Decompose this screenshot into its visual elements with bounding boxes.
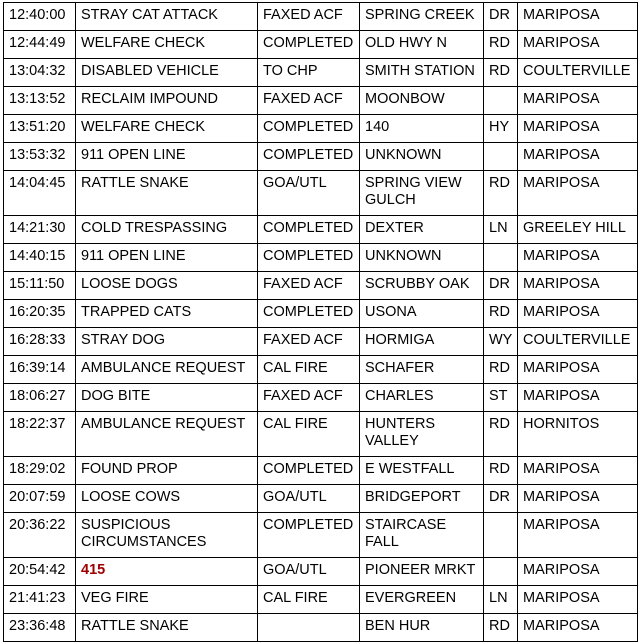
cell-incident: AMBULANCE REQUEST — [76, 356, 258, 384]
cell-suffix: RD — [484, 356, 518, 384]
cell-street: SPRING CREEK — [360, 3, 484, 31]
cell-disposition: GOA/UTL — [258, 485, 360, 513]
table-row — [4, 614, 638, 642]
cell-street: EVERGREEN — [360, 586, 484, 614]
cell-suffix: RD — [484, 614, 518, 642]
cell-suffix: RD — [484, 457, 518, 485]
cell-community: MARIPOSA — [518, 384, 638, 412]
cell-disposition: GOA/UTL — [258, 171, 360, 216]
cell-time: 13:04:32 — [4, 59, 76, 87]
table-row — [4, 586, 638, 614]
cell-suffix: HY — [484, 115, 518, 143]
table-row — [4, 513, 638, 558]
cell-disposition: GOA/UTL — [258, 558, 360, 586]
cell-incident: DISABLED VEHICLE — [76, 59, 258, 87]
cell-community: MARIPOSA — [518, 614, 638, 642]
cell-suffix: RD — [484, 171, 518, 216]
cell-time: 20:07:59 — [4, 485, 76, 513]
cell-time: 15:11:50 — [4, 272, 76, 300]
cell-community: MARIPOSA — [518, 171, 638, 216]
cell-incident: AMBULANCE REQUEST — [76, 412, 258, 457]
cell-time: 18:06:27 — [4, 384, 76, 412]
cell-community: MARIPOSA — [518, 513, 638, 558]
cell-street: UNKNOWN — [360, 143, 484, 171]
incident-log-body — [4, 3, 638, 642]
cell-time: 20:54:42 — [4, 558, 76, 586]
cell-incident: COLD TRESPASSING — [76, 216, 258, 244]
cell-community: MARIPOSA — [518, 31, 638, 59]
cell-suffix: DR — [484, 485, 518, 513]
cell-suffix: LN — [484, 586, 518, 614]
cell-suffix: RD — [484, 300, 518, 328]
table-row — [4, 328, 638, 356]
cell-disposition — [258, 614, 360, 642]
cell-incident: VEG FIRE — [76, 586, 258, 614]
cell-community: MARIPOSA — [518, 457, 638, 485]
cell-disposition: FAXED ACF — [258, 328, 360, 356]
table-row — [4, 115, 638, 143]
cell-suffix: DR — [484, 3, 518, 31]
cell-community: MARIPOSA — [518, 87, 638, 115]
cell-time: 14:40:15 — [4, 244, 76, 272]
cell-street: BEN HUR — [360, 614, 484, 642]
cell-street: SMITH STATION — [360, 59, 484, 87]
cell-incident: DOG BITE — [76, 384, 258, 412]
cell-community: MARIPOSA — [518, 485, 638, 513]
cell-community: MARIPOSA — [518, 272, 638, 300]
cell-suffix: WY — [484, 328, 518, 356]
cell-community: COULTERVILLE — [518, 59, 638, 87]
cell-suffix — [484, 143, 518, 171]
table-row — [4, 244, 638, 272]
table-row — [4, 143, 638, 171]
cell-suffix: RD — [484, 31, 518, 59]
cell-time: 14:04:45 — [4, 171, 76, 216]
cell-incident: LOOSE DOGS — [76, 272, 258, 300]
cell-community: HORNITOS — [518, 412, 638, 457]
cell-incident: STRAY DOG — [76, 328, 258, 356]
cell-incident: RECLAIM IMPOUND — [76, 87, 258, 115]
table-row — [4, 272, 638, 300]
cell-incident: TRAPPED CATS — [76, 300, 258, 328]
cell-community: MARIPOSA — [518, 115, 638, 143]
table-row — [4, 412, 638, 457]
cell-incident: RATTLE SNAKE — [76, 614, 258, 642]
cell-time: 21:41:23 — [4, 586, 76, 614]
cell-disposition: COMPLETED — [258, 457, 360, 485]
cell-suffix — [484, 558, 518, 586]
cell-disposition: FAXED ACF — [258, 3, 360, 31]
cell-community: MARIPOSA — [518, 3, 638, 31]
table-row — [4, 457, 638, 485]
cell-street: USONA — [360, 300, 484, 328]
cell-disposition: COMPLETED — [258, 115, 360, 143]
cell-time: 13:53:32 — [4, 143, 76, 171]
cell-incident: STRAY CAT ATTACK — [76, 3, 258, 31]
cell-incident: 415 — [76, 558, 258, 586]
table-row — [4, 59, 638, 87]
table-row — [4, 87, 638, 115]
table-row — [4, 216, 638, 244]
cell-time: 12:44:49 — [4, 31, 76, 59]
cell-street: MOONBOW — [360, 87, 484, 115]
cell-time: 20:36:22 — [4, 513, 76, 558]
cell-suffix: RD — [484, 412, 518, 457]
cell-disposition: COMPLETED — [258, 216, 360, 244]
cell-time: 13:51:20 — [4, 115, 76, 143]
cell-community: MARIPOSA — [518, 300, 638, 328]
cell-suffix: LN — [484, 216, 518, 244]
cell-street: STAIRCASE FALL — [360, 513, 484, 558]
cell-disposition: COMPLETED — [258, 143, 360, 171]
cell-street: BRIDGEPORT — [360, 485, 484, 513]
cell-disposition: COMPLETED — [258, 300, 360, 328]
cell-disposition: COMPLETED — [258, 31, 360, 59]
cell-street: SPRING VIEW GULCH — [360, 171, 484, 216]
cell-disposition: FAXED ACF — [258, 272, 360, 300]
table-row — [4, 485, 638, 513]
table-row — [4, 558, 638, 586]
cell-suffix: RD — [484, 59, 518, 87]
cell-street: SCHAFER — [360, 356, 484, 384]
cell-street: DEXTER — [360, 216, 484, 244]
cell-time: 18:22:37 — [4, 412, 76, 457]
cell-incident: 911 OPEN LINE — [76, 244, 258, 272]
cell-street: PIONEER MRKT — [360, 558, 484, 586]
cell-incident: WELFARE CHECK — [76, 31, 258, 59]
cell-incident: WELFARE CHECK — [76, 115, 258, 143]
cell-suffix — [484, 244, 518, 272]
cell-disposition: COMPLETED — [258, 513, 360, 558]
cell-suffix: ST — [484, 384, 518, 412]
cell-incident: 911 OPEN LINE — [76, 143, 258, 171]
cell-community: MARIPOSA — [518, 586, 638, 614]
cell-disposition: CAL FIRE — [258, 586, 360, 614]
cell-incident: SUSPICIOUS CIRCUMSTANCES — [76, 513, 258, 558]
cell-community: COULTERVILLE — [518, 328, 638, 356]
cell-disposition: CAL FIRE — [258, 356, 360, 384]
table-row — [4, 300, 638, 328]
cell-incident: RATTLE SNAKE — [76, 171, 258, 216]
cell-disposition: TO CHP — [258, 59, 360, 87]
cell-disposition: FAXED ACF — [258, 384, 360, 412]
cell-time: 16:28:33 — [4, 328, 76, 356]
table-row — [4, 3, 638, 31]
cell-street: 140 — [360, 115, 484, 143]
table-row — [4, 384, 638, 412]
cell-street: OLD HWY N — [360, 31, 484, 59]
cell-time: 13:13:52 — [4, 87, 76, 115]
cell-suffix — [484, 87, 518, 115]
cell-suffix: DR — [484, 272, 518, 300]
cell-community: MARIPOSA — [518, 356, 638, 384]
cell-community: MARIPOSA — [518, 244, 638, 272]
cell-incident: FOUND PROP — [76, 457, 258, 485]
cell-time: 23:36:48 — [4, 614, 76, 642]
table-row — [4, 171, 638, 216]
incident-log-table — [3, 2, 638, 642]
cell-street: E WESTFALL — [360, 457, 484, 485]
table-row — [4, 356, 638, 384]
cell-street: CHARLES — [360, 384, 484, 412]
cell-street: HUNTERS VALLEY — [360, 412, 484, 457]
cell-street: SCRUBBY OAK — [360, 272, 484, 300]
cell-disposition: CAL FIRE — [258, 412, 360, 457]
cell-disposition: COMPLETED — [258, 244, 360, 272]
table-row — [4, 31, 638, 59]
cell-street: HORMIGA — [360, 328, 484, 356]
cell-time: 12:40:00 — [4, 3, 76, 31]
cell-community: GREELEY HILL — [518, 216, 638, 244]
cell-time: 16:39:14 — [4, 356, 76, 384]
cell-community: MARIPOSA — [518, 143, 638, 171]
cell-disposition: FAXED ACF — [258, 87, 360, 115]
cell-time: 16:20:35 — [4, 300, 76, 328]
cell-street: UNKNOWN — [360, 244, 484, 272]
cell-community: MARIPOSA — [518, 558, 638, 586]
cell-incident: LOOSE COWS — [76, 485, 258, 513]
cell-time: 18:29:02 — [4, 457, 76, 485]
cell-time: 14:21:30 — [4, 216, 76, 244]
cell-suffix — [484, 513, 518, 558]
